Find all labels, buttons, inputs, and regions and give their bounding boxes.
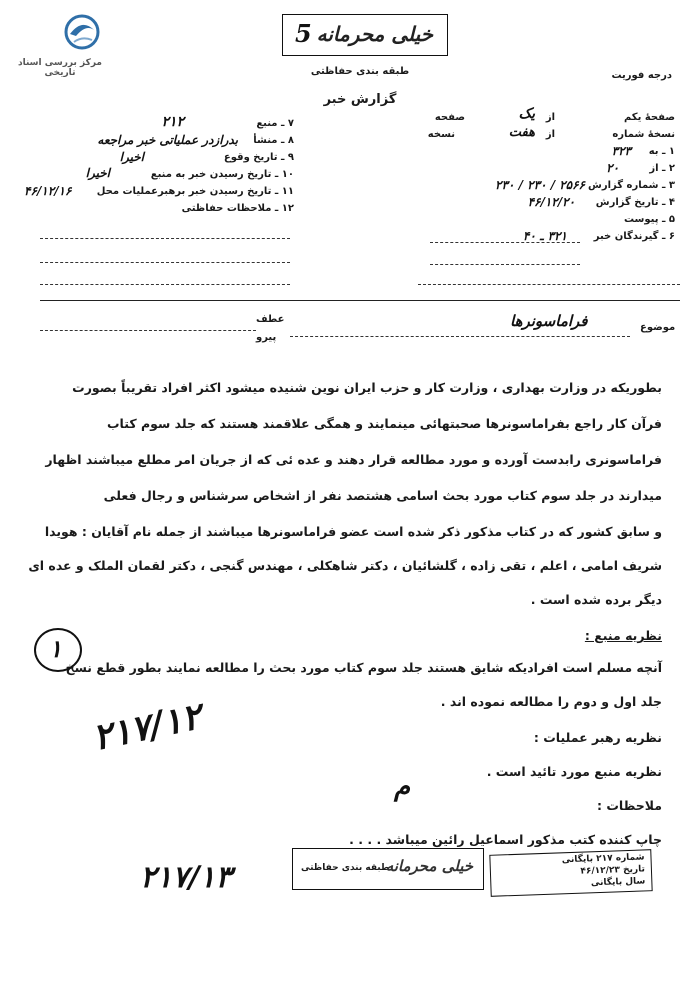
priority-label: درجه فوریت — [611, 70, 672, 81]
field-received-source-value: اخیرا — [85, 166, 110, 180]
right-fields — [400, 106, 675, 246]
source-opinion-line: جلد اول و دوم را مطالعه نموده اند . — [440, 694, 662, 709]
handwritten-bottom-number: ۲۱۷/۱۳ — [140, 860, 232, 895]
body-line: دیگر برده شده است . — [530, 592, 662, 607]
field-occurrence-value: اخیرا — [119, 150, 144, 164]
field-recipients-value: ۳۲۱ ـ ۴۰ — [522, 229, 567, 243]
ops-opinion-text: نظریه منبع مورد تائید است . — [486, 764, 662, 779]
field-report-number-value: ۲۵۶۶ / ۲۳۰ / ۲۳۰ — [495, 178, 585, 192]
circled-number: ۱ — [34, 628, 82, 672]
handwritten-side-number: ۲۱۷/۱۲ — [88, 695, 205, 759]
body-line: و سابق کشور که در کتاب مذکور ذکر شده است عضو فراماسونرها میباشند از جمله نام آقایان : هویدا — [44, 524, 662, 539]
field-to: ۱ ـ به ۳۲۳ — [611, 144, 675, 158]
archive-stamp: شماره ۲۱۷ بایگانی تاریخ ۴۶/۱۲/۲۳ سال بایگانی — [489, 849, 652, 897]
field-received-source: ۱۰ ـ تاریخ رسیدن خبر به منبع اخیرا — [85, 166, 294, 180]
archive-logo — [52, 12, 112, 56]
field-report-date: ۴ ـ تاریخ گزارش ۴۶/۱۲/۲۰ — [527, 195, 675, 209]
archive-logo-icon — [52, 12, 112, 56]
subject-label: موضوع — [640, 322, 676, 333]
field-received-ops-value: ۴۶/۱۲/۱۶ — [24, 184, 72, 198]
archive-caption: مرکز بررسی اسناد تاریخی — [18, 58, 102, 78]
body-line: فرآن کار راجع بفراماسونرها صحبتهائی مینمایند و همگی علاقمند هستند که جلد سوم کتاب — [107, 416, 662, 431]
field-source-value: ۲۱۲ — [161, 114, 184, 130]
field-attachment: ۵ ـ پیوست — [623, 214, 675, 225]
subject-value: فراماسونرها — [510, 312, 588, 330]
field-origin: ۸ ـ منشأ بدرازدر عملیاتی خبر مراجعه — [97, 133, 294, 147]
signature-mark: م — [394, 772, 411, 802]
body-line: فراماسونری رابدست آورده و مورد مطالعه قرار دهند و عده ئی که از جریان امر مطلع میباشند اظهار — [45, 452, 662, 467]
bottom-classification-stamp: طبقه بندی حفاظتی خیلی محرمانه — [292, 848, 484, 890]
classification-label: طبقه بندی حفاظتی — [310, 66, 410, 77]
field-report-date-value: ۴۶/۱۲/۲۰ — [527, 195, 575, 209]
body-line: شریف امامی ، اعلم ، تقی زاده ، گلشائیان ، دکتر شاهکلی ، مهندس گنجی ، دکتر لقمان الملک و عده ای — [28, 558, 662, 573]
field-source: ۷ ـ منبع ۲۱۲ — [161, 114, 294, 130]
source-opinion-label: نظریه منبع : — [584, 628, 662, 643]
field-copy-value: هفت — [508, 125, 535, 140]
page-title: گزارش خبر — [323, 92, 397, 107]
follow-label: پیرو — [256, 332, 277, 343]
top-classification-stamp — [282, 14, 448, 56]
body-line: بطوریکه در وزارت بهداری ، وزارت کار و حزب ایران نوین شنیده میشود اکثر افراد تقریباً بصورت — [72, 380, 662, 395]
field-occurrence-date: ۹ ـ تاریخ وقوع اخیرا — [119, 150, 294, 164]
field-security-notes: ۱۲ ـ ملاحظات حفاظتی — [181, 203, 294, 214]
top-stamp-number: 5 — [295, 19, 312, 48]
field-from: ۲ ـ از ۲۰ — [606, 161, 675, 175]
ref-label: عطف — [256, 314, 285, 325]
top-stamp-text: خیلی محرمانه — [316, 22, 433, 46]
field-to-value: ۳۲۳ — [611, 144, 631, 158]
notes-label: ملاحظات : — [596, 798, 662, 813]
field-origin-value: بدرازدر عملیاتی خبر مراجعه — [97, 133, 238, 147]
field-copy: نسخهٔ شماره از نسخه هفت — [427, 125, 675, 140]
field-received-ops: ۱۱ ـ تاریخ رسیدن خبر برهبرعملیات محل ۴۶/۱۲/۱۶ — [24, 184, 294, 198]
field-recipients: ۶ ـ گیرندگان خبر ۳۲۱ ـ ۴۰ — [522, 229, 675, 243]
field-page-value: یک — [518, 106, 535, 122]
source-opinion-line: آنچه مسلم است افرادیکه شایق هستند جلد سوم کتاب مورد بحث را مطالعه نمایند بطور قطع نسخ — [65, 660, 662, 675]
body-line: میدارند در جلد سوم کتاب مورد بحث اسامی هشتصد نفر از اشخاص سرشناس و رجال فعلی — [103, 488, 662, 503]
notes-text: چاپ کننده کتب مذکور اسماعیل رائین میباشد . . . . — [349, 832, 662, 847]
field-report-number: ۳ ـ شماره گزارش ۲۵۶۶ / ۲۳۰ / ۲۳۰ — [495, 178, 675, 192]
field-page: صفحهٔ یکم از صفحه یک — [434, 106, 675, 123]
left-fields — [24, 116, 294, 218]
field-from-value: ۲۰ — [606, 161, 619, 175]
ops-opinion-label: نظریه رهبر عملیات : — [533, 730, 662, 745]
